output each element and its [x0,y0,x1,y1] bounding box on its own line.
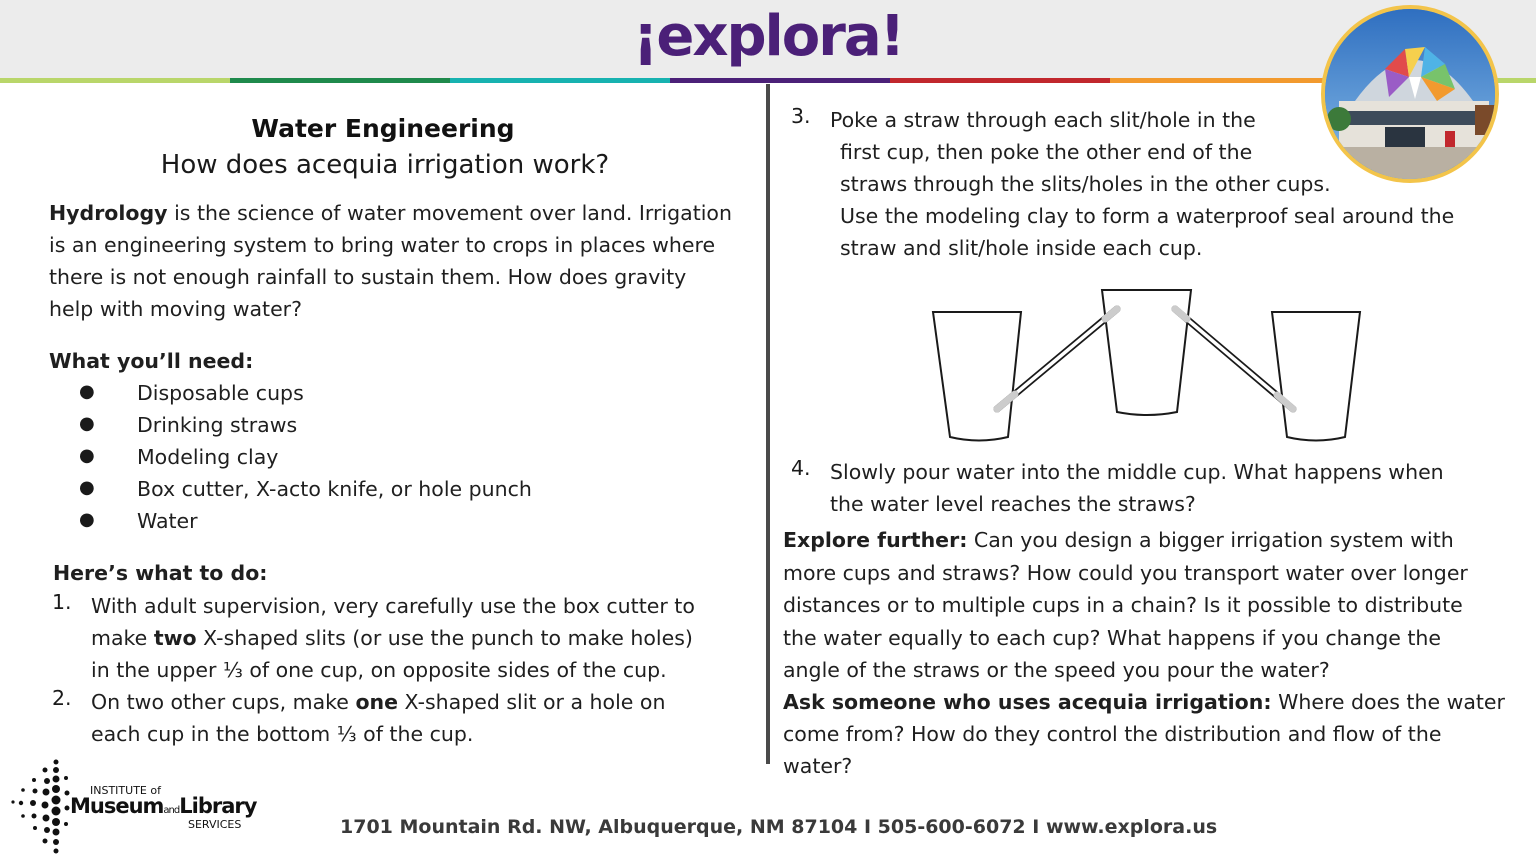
need-item-clay: Modeling clay [137,445,279,469]
step1-text: X-shaped slits (or use the punch to make holes) [196,626,693,650]
bullet-symbol: ● [79,413,95,434]
step1-line-1: With adult supervision, very carefully use the box cutter to [91,594,695,618]
step3-line-1: Poke a straw through each slit/hole in the [830,108,1256,132]
right-cup [1272,312,1360,441]
ask-text: Where does the water [1271,690,1505,714]
step2-line-2: each cup in the bottom ⅓ of the cup. [91,722,474,746]
ask-heading: Ask someone who uses acequia irrigation: [783,690,1272,714]
ask-line-2: come from? How do they control the distribution and flow of the [783,722,1442,746]
explora-logo: ¡explora! [632,4,904,69]
intro-bold-term: Hydrology [49,201,168,225]
need-item-straws: Drinking straws [137,413,298,437]
step-number: 2. [52,686,72,710]
ask-line-3: water? [783,754,853,778]
ask-line-1 [783,686,1505,718]
need-item-cups: Disposable cups [137,381,304,405]
color-stripe-1 [0,78,230,83]
todo-heading: Here’s what to do: [53,561,268,585]
explore-heading: Explore further: [783,528,968,552]
imls-museum-text: Museum [70,794,164,818]
left-cup [933,312,1021,441]
intro-line-3: there is not enough rainfall to sustain them. How does gravity [49,265,687,289]
column-divider [766,84,770,764]
step2-bold-count: one [355,690,399,714]
explore-line-4: the water equally to each cup? What happens if you change the [783,626,1442,650]
step2-line-1 [91,686,665,718]
step3-line-3: straws through the slits/holes in the other cups. [840,172,1331,196]
step-number: 1. [52,590,72,614]
imls-and-text: and [163,805,180,816]
step3-line-2: first cup, then poke the other end of the [840,140,1253,164]
color-stripe-4 [670,78,890,83]
explore-line-2: more cups and straws? How could you transport water over longer [783,561,1468,585]
page-subtitle: How does acequia irrigation work? [160,150,610,180]
step1-line-2 [91,622,693,654]
step1-text: make [91,626,154,650]
bullet-symbol: ● [79,509,95,530]
step4-line-1: Slowly pour water into the middle cup. What happens when [830,460,1444,484]
explore-line-1 [783,524,1454,556]
imls-burst-icon [8,758,70,856]
intro-line-2: is an engineering system to bring water to crops in places where [49,233,716,257]
step4-line-2: the water level reaches the straws? [830,492,1196,516]
explore-line-3: distances or to multiple cups in a chain? Is it possible to distribute [783,593,1463,617]
footer-contact: 1701 Mountain Rd. NW, Albuquerque, NM 87104 I 505-600-6072 I www.explora.us [340,816,1218,838]
color-stripe-5 [890,78,1110,83]
step2-text: X-shaped slit or a hole on [398,690,666,714]
explore-line-5: angle of the straws or the speed you pour the water? [783,658,1330,682]
color-stripe-3 [450,78,670,83]
step3-line-5: straw and slit/hole inside each cup. [840,236,1203,260]
color-stripe-6 [1110,78,1330,83]
need-item-water: Water [137,509,198,533]
bullet-symbol: ● [79,477,95,498]
imls-institute-text: INSTITUTE of [90,784,161,797]
step-number: 4. [791,456,811,480]
cups-diagram [925,282,1370,447]
imls-name [70,794,256,818]
page-title: Water Engineering [251,114,515,143]
step1-line-3: in the upper ⅓ of one cup, on opposite sides of the cup. [91,658,667,682]
color-stripe-2 [230,78,450,83]
bullet-symbol: ● [79,381,95,402]
needs-heading: What you’ll need: [49,349,254,373]
step3-line-4: Use the modeling clay to form a waterproof seal around the [840,204,1455,228]
bullet-symbol: ● [79,445,95,466]
museum-photo [1321,5,1499,183]
imls-services-text: SERVICES [188,818,242,831]
explore-text: Can you design a bigger irrigation system with [967,528,1454,552]
step1-bold-count: two [153,626,197,650]
intro-paragraph [49,197,749,325]
step2-text: On two other cups, make [91,690,356,714]
imls-library-text: Library [179,794,257,818]
intro-line-1: is the science of water movement over land. Irrigation [167,201,732,225]
intro-line-4: help with moving water? [49,297,302,321]
need-item-cutter: Box cutter, X-acto knife, or hole punch [137,477,532,501]
imls-logo [8,758,273,856]
step-number: 3. [791,104,811,128]
header-bar [0,0,1536,78]
